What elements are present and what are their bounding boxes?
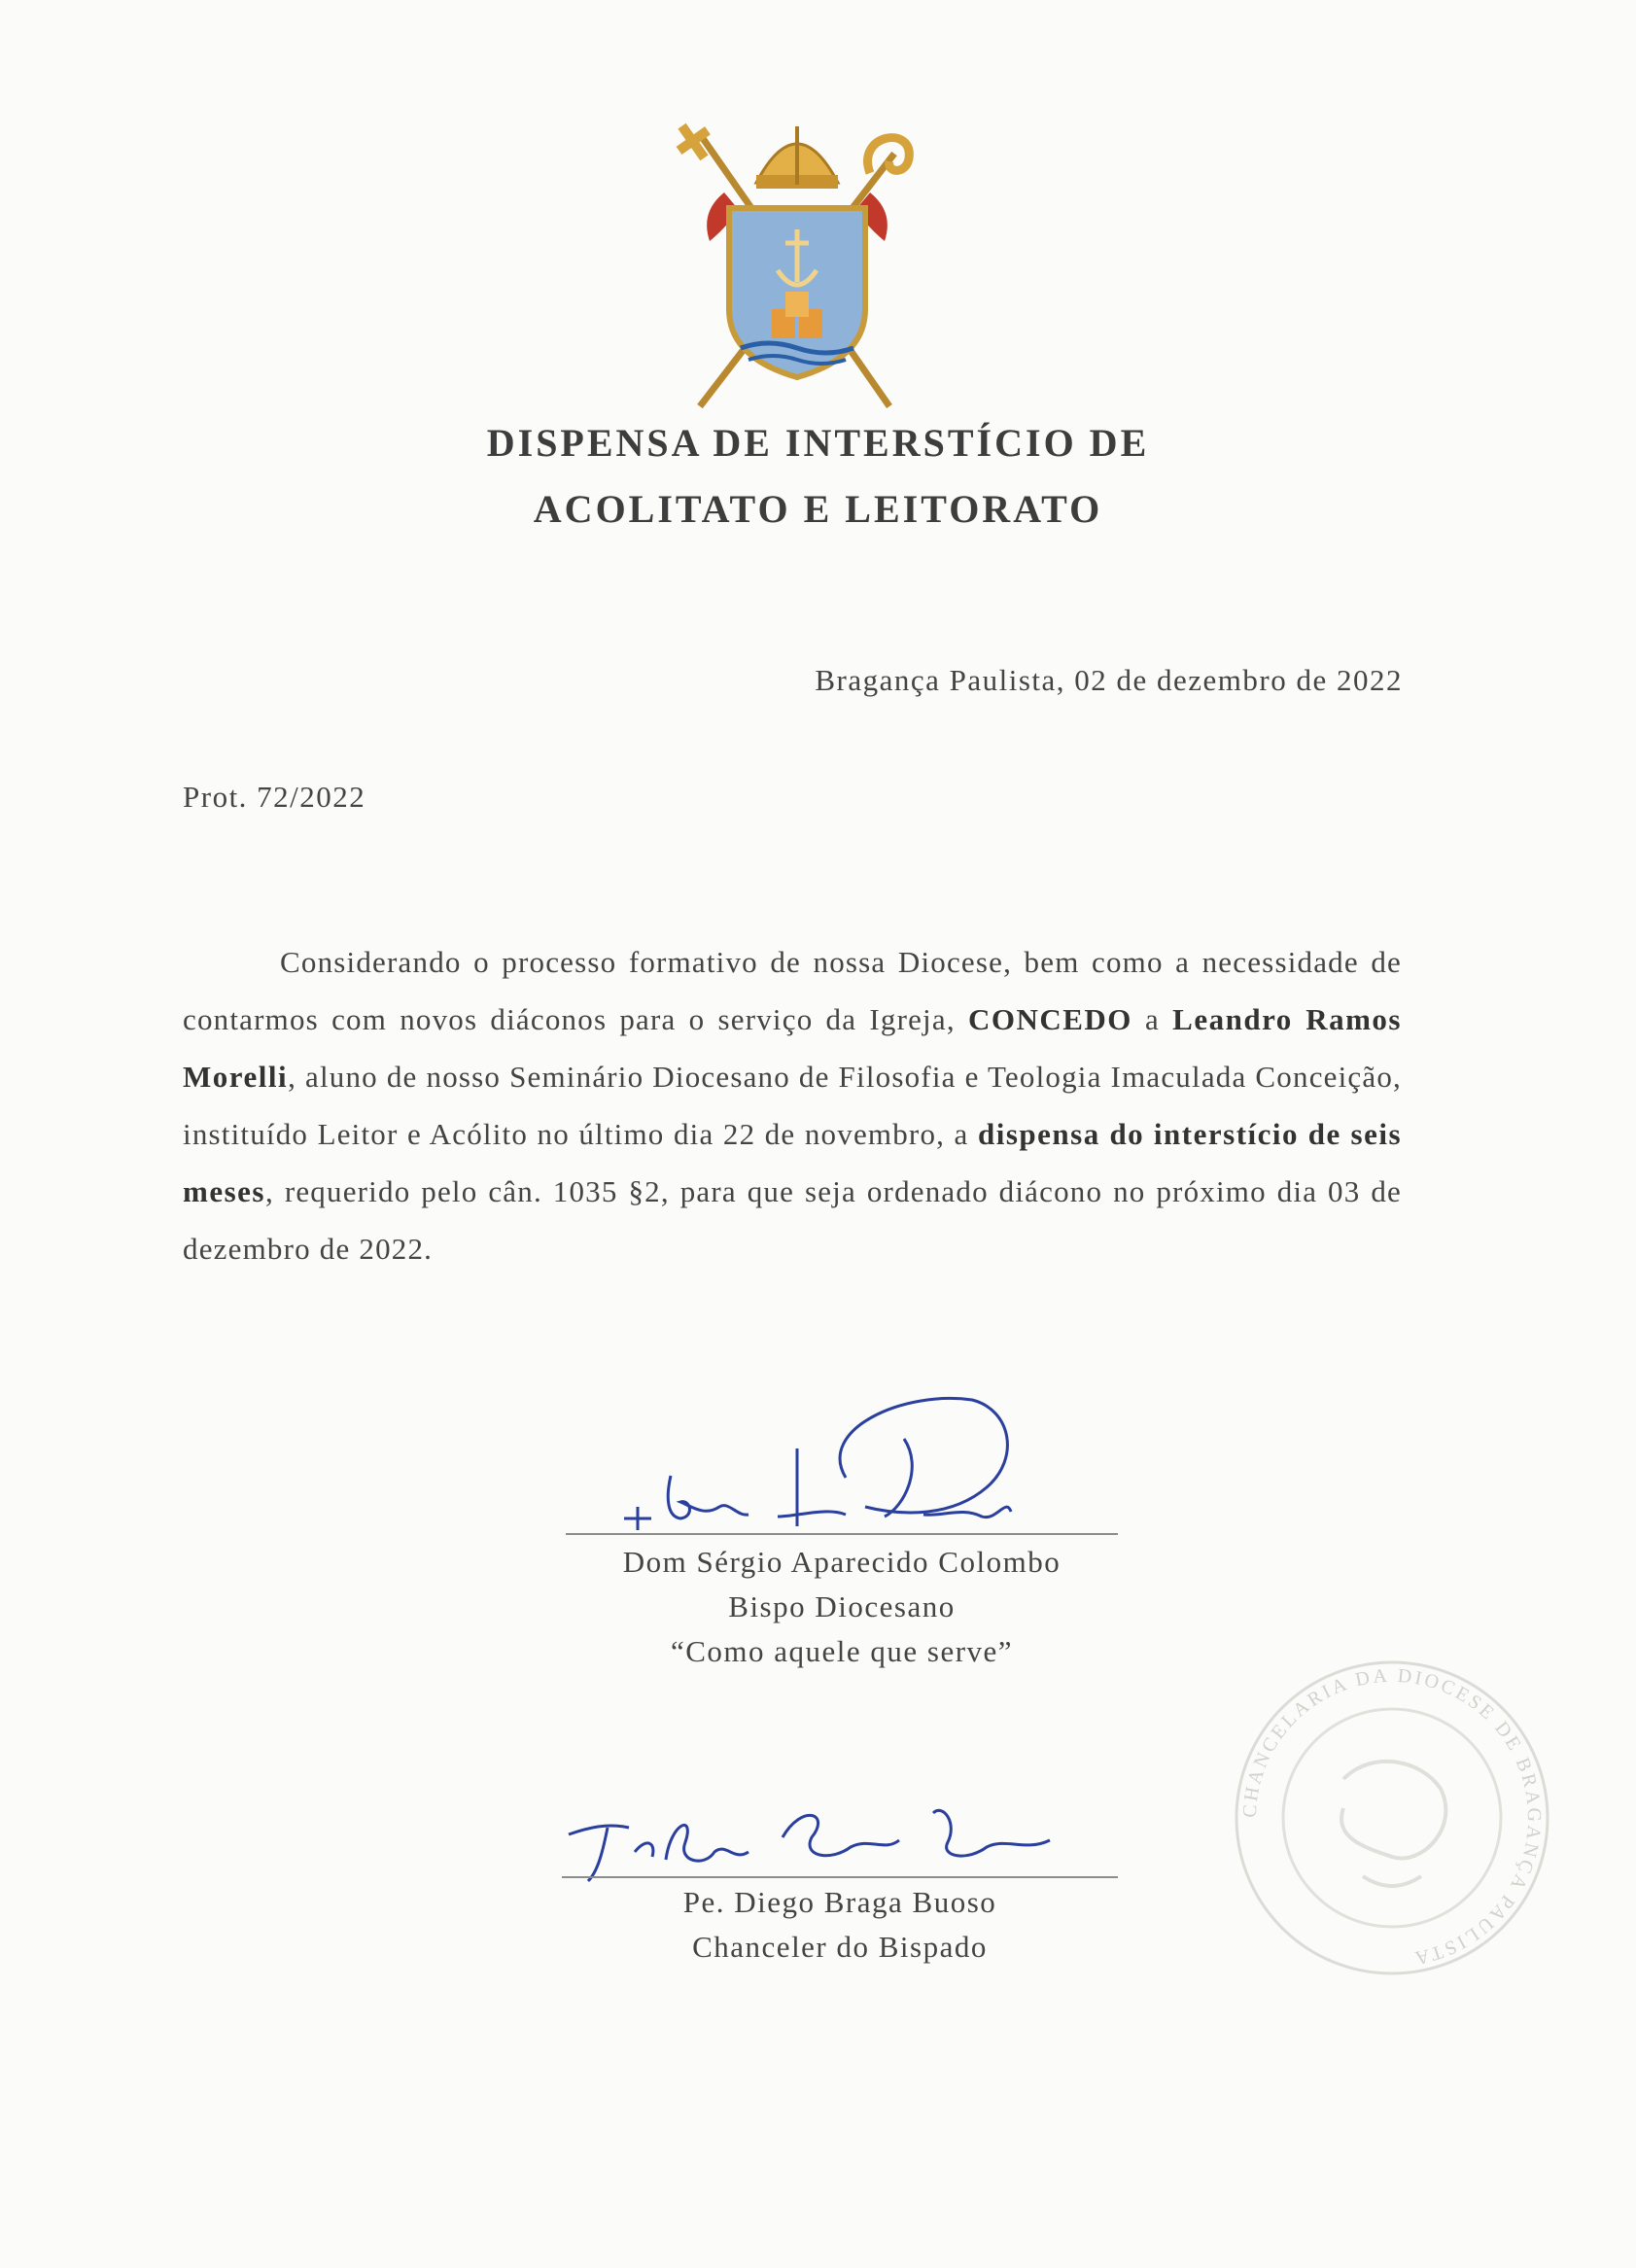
body-part-2: a [1131,1002,1173,1036]
concedo-keyword: CONCEDO [967,1002,1132,1036]
protocol-number: Prot. 72/2022 [183,780,366,814]
svg-text:CHANCELARIA DA DIOCESE DE BRAG [1239,1665,1545,1970]
bishop-name: Dom Sérgio Aparecido Colombo [622,1545,1062,1579]
candidate-name: Leandro Ramos Morelli [183,1002,1402,1094]
place-and-date: Bragança Paulista, 02 de dezembro de 2022 [815,663,1403,697]
chancellor-name: Pe. Diego Braga Buoso [682,1885,997,1919]
document-title-line2: ACOLITATO E LEITORATO [533,487,1103,531]
body-part-1: Considerando o processo formativo de nossa Diocese, bem como a necessidade de contarmos com novos diáconos para o serviço da Igreja, [183,945,1402,1036]
seal-inscription: CHANCELARIA DA DIOCESE DE BRAGANÇA PAULISTA [1238,1664,1546,1970]
bishop-handwritten-signature [612,1371,1040,1546]
body-part-3: , aluno de nosso Seminário Diocesano de Filosofia e Teologia Imaculada Conceição, instituído Leitor e Acólito no último dia 22 de novembro, a [183,1060,1402,1151]
embossed-seal [1227,1653,1557,1983]
chancellor-signature-block [562,1880,1118,1970]
document-title-line1: DISPENSA DE INTERSTÍCIO DE [486,421,1150,465]
chancellor-role: Chanceler do Bispado [692,1930,988,1964]
bishop-motto: “Como aquele que serve” [670,1634,1014,1668]
chancellor-signature-line [562,1876,1118,1878]
bishop-signature-block [566,1540,1118,1674]
coat-of-arms-emblem [671,115,923,414]
chancellor-handwritten-signature [559,1784,1064,1891]
bishop-signature-line [566,1533,1118,1535]
body-part-4: , requerido pelo cân. 1035 §2, para que seja ordenado diácono no próximo dia 03 de dezembro de 2022. [183,1174,1402,1266]
decree-body [183,933,1402,1277]
bishop-role: Bispo Diocesano [728,1589,956,1623]
dispensation-phrase: dispensa do interstício de seis meses [183,1117,1403,1208]
